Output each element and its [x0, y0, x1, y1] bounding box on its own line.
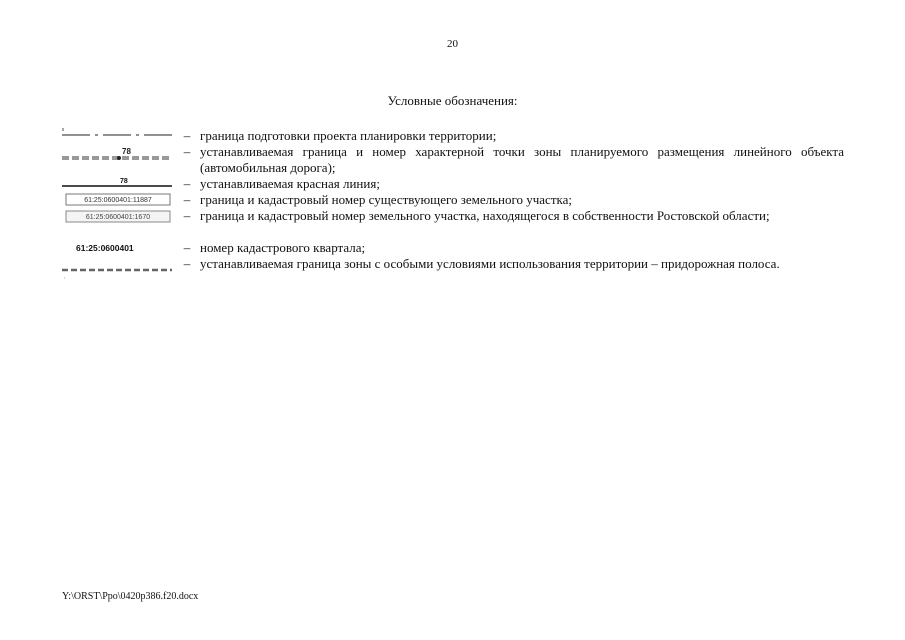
legend-description: граница и кадастровый номер земельного участка, находящегося в собственности Ростовской области;	[200, 208, 770, 223]
roadside-strip-zone-icon	[62, 256, 176, 272]
legend-description: граница и кадастровый номер существующего земельного участка;	[200, 192, 573, 207]
legend-title: Условные обозначения:	[387, 93, 518, 108]
legend-dash: –	[183, 256, 191, 271]
legend-item-placement-zone	[62, 144, 844, 176]
legend-description: устанавливаемая красная линия;	[200, 176, 380, 191]
cadastral-quarter-icon	[62, 240, 176, 256]
footer-file-path: Y:\ORST\Ppo\0420p386.f20.docx	[62, 591, 199, 602]
planning-boundary-line-icon	[62, 128, 176, 144]
red-line-icon	[62, 176, 176, 192]
legend-item-existing-parcel	[62, 192, 844, 208]
cadastral-quarter-number: 61:25:0600401	[76, 243, 134, 253]
legend-item-red-line	[62, 176, 844, 192]
legend-description: устанавливаемая граница зоны с особыми условиями использования территории – придорожная полоса.	[200, 256, 780, 271]
existing-parcel-icon	[62, 192, 176, 208]
regional-parcel-icon	[62, 208, 176, 224]
legend-item-planning-boundary	[62, 128, 844, 144]
legend-dash: –	[183, 128, 191, 143]
legend-dash: –	[183, 192, 191, 207]
legend-dash: –	[183, 144, 191, 159]
legend-description: граница подготовки проекта планировки территории;	[200, 128, 497, 143]
legend-dash: –	[183, 208, 191, 223]
placement-zone-boundary-icon	[62, 144, 176, 160]
legend-item-roadside-strip	[62, 256, 844, 288]
legend-item-regional-parcel	[62, 208, 844, 240]
legend-description: номер кадастрового квартала;	[200, 240, 366, 255]
legend-item-cadastral-quarter	[62, 240, 844, 256]
page-number: 20	[447, 38, 458, 50]
existing-parcel-number: 61:25:0600401:11887	[84, 197, 152, 204]
legend-dash: –	[183, 176, 191, 191]
legend-description: устанавливаемая граница и номер характерной точки зоны планируемого размещения линейного объекта (автомобильная дорога);	[200, 144, 844, 175]
red-line-point-number: 78	[120, 178, 128, 185]
placement-zone-point-number: 78	[122, 147, 131, 156]
legend	[62, 128, 844, 288]
regional-parcel-number: 61:25:0600401:1670	[85, 214, 151, 221]
legend-dash: –	[183, 240, 191, 255]
